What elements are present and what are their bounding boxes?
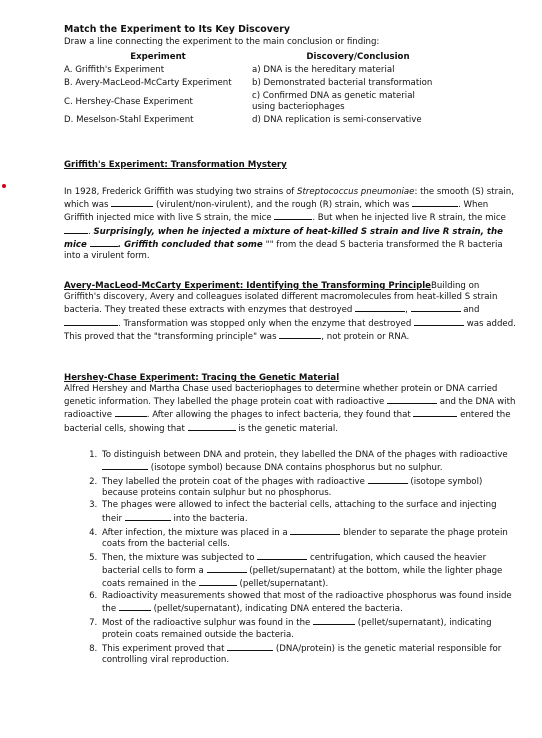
text-run: , not protein or RNA.: [321, 331, 410, 342]
text-run: . After allowing the phages to infect bacteria, they found that: [146, 410, 414, 421]
answer-blank[interactable]: [188, 422, 236, 431]
griffith-heading: Griffith's Experiment: Transformation Mystery: [64, 160, 287, 170]
answer-blank[interactable]: [290, 526, 340, 535]
procedure-steps: [64, 450, 516, 667]
species-name: Streptococcus pneumoniae: [296, 187, 415, 197]
text-run: Most of the radioactive sulphur was found in the: [102, 618, 314, 629]
answer-blank[interactable]: [102, 461, 148, 470]
answer-blank[interactable]: [207, 564, 247, 573]
answer-blank[interactable]: [257, 551, 307, 560]
list-item: [100, 500, 516, 524]
matching-title: Match the Experiment to Its Key Discovery: [64, 24, 290, 35]
text-run: (pellet/supernatant) at the bottom, while the lighter phage coats remained in the: [102, 566, 503, 590]
matching-header-row: [64, 51, 464, 64]
text-run: (DNA/protein) is the genetic material responsible for controlling viral reproduction.: [102, 643, 502, 665]
matching-row: [64, 64, 464, 77]
answer-blank[interactable]: [111, 198, 153, 207]
answer-blank[interactable]: [279, 330, 321, 339]
answer-blank[interactable]: [313, 616, 355, 625]
experiment-item[interactable]: B. Avery-MacLeod-McCarty Experiment: [64, 78, 232, 89]
experiment-item[interactable]: D. Meselson-Stahl Experiment: [64, 115, 194, 126]
answer-blank[interactable]: [199, 577, 237, 586]
griffith-paragraph: [64, 187, 516, 262]
discovery-line: c) Confirmed DNA as genetic material: [252, 91, 415, 102]
text-run: They labelled the protein coat of the phages with radioactive: [102, 477, 368, 488]
discovery-column-header: Discovery/Conclusion: [306, 52, 410, 62]
text-run: After infection, the mixture was placed in a: [102, 527, 291, 538]
avery-heading: Avery-MacLeod-McCarty Experiment: Identifying the Transforming Principle: [64, 281, 432, 291]
text-run: Building on Griffith's discovery, Avery and colleagues isolated different macromolecules from heat-killed S strain bacteria. They treated these extracts with enzymes that destroyed: [64, 281, 498, 316]
discovery-item[interactable]: d) DNA replication is semi-conservative: [252, 115, 422, 126]
answer-blank[interactable]: [387, 395, 437, 404]
text-run: (pellet/supernatant).: [236, 579, 329, 590]
list-item: [100, 526, 516, 550]
text-run: (pellet/supernatant), indicating DNA entered the bacteria.: [150, 604, 403, 615]
text-run: and: [460, 305, 480, 316]
experiment-item[interactable]: C. Hershey-Chase Experiment: [64, 96, 193, 107]
text-run: : the smooth (S) strain, which was: [64, 187, 514, 211]
list-item: [100, 551, 516, 591]
experiment-item[interactable]: A. Griffith's Experiment: [64, 65, 165, 76]
answer-blank[interactable]: [413, 408, 457, 417]
matching-row: [64, 90, 464, 114]
experiment-column-header: Experiment: [130, 52, 186, 62]
text-run: into the bacteria.: [170, 513, 248, 524]
answer-blank[interactable]: [64, 317, 118, 326]
answer-blank[interactable]: [227, 642, 273, 651]
discovery-item[interactable]: [252, 90, 464, 114]
list-item: [100, 475, 516, 499]
answer-blank[interactable]: [414, 317, 464, 326]
text-run: (virulent/non-virulent), and the rough (R) strain, which was: [153, 200, 413, 211]
avery-paragraph: [64, 281, 516, 343]
text-run: .: [88, 226, 94, 237]
answer-blank[interactable]: [119, 602, 151, 611]
text-run: centrifugation, which caused the heavier bacterial cells to form a: [102, 552, 487, 577]
discovery-line: using bacteriophages: [252, 102, 345, 113]
margin-marker: [2, 184, 6, 188]
text-run: (isotope symbol) because proteins contain sulphur but no phosphorus.: [102, 477, 483, 499]
text-run: . Transformation was stopped only when the enzyme that destroyed: [118, 318, 415, 329]
text-run: (pellet/supernatant), indicating protein coats remained outside the bacteria.: [102, 618, 492, 640]
text-run: was added. This proved that the "transforming principle" was: [64, 318, 516, 342]
text-run: blender to separate the phage protein coats from the bacterial cells.: [102, 527, 508, 549]
text-run: . But when he injected live R strain, the mice: [312, 213, 506, 224]
list-item: [100, 642, 516, 666]
hershey-paragraph: [64, 384, 516, 435]
answer-blank[interactable]: [274, 211, 312, 220]
answer-blank[interactable]: [368, 475, 408, 484]
discovery-item[interactable]: a) DNA is the hereditary material: [252, 65, 395, 76]
answer-blank[interactable]: [64, 225, 88, 234]
answer-blank[interactable]: [411, 303, 461, 312]
text-run: and the DNA with radioactive: [64, 397, 516, 421]
text-run: To distinguish between DNA and protein, they labelled the DNA of the phages with radioactive: [102, 450, 508, 460]
list-item: [100, 450, 516, 474]
matching-instructions: Draw a line connecting the experiment to the main conclusion or finding:: [64, 37, 380, 47]
text-run: Alfred Hershey and Martha Chase used bacteriophages to determine whether protein or DNA carried genetic information. They labelled the phage protein coat with radioactive: [64, 384, 498, 408]
matching-table: [64, 51, 464, 127]
text-run: (isotope symbol) because DNA contains phosphorus but no sulphur.: [148, 463, 443, 474]
answer-blank[interactable]: [115, 408, 147, 417]
text-run: The phages were allowed to infect the bacterial cells, attaching to the surface and injecting their: [102, 500, 497, 524]
text-run: Then, the mixture was subjected to: [102, 552, 258, 563]
text-run: This experiment proved that: [102, 643, 228, 654]
matching-row: [64, 114, 464, 127]
text-run: . When Griffith injected mice with live S strain, the mice: [64, 200, 489, 224]
answer-blank[interactable]: [90, 238, 118, 247]
text-run: ,: [405, 305, 411, 316]
answer-blank[interactable]: [412, 198, 458, 207]
text-run: "" from the dead S bacteria transformed the R bacteria into a virulent form.: [64, 239, 503, 262]
answer-blank[interactable]: [125, 512, 171, 521]
emphasis-text: Surprisingly, when he injected a mixture of heat-killed S strain and live R strain, the mice: [64, 226, 503, 250]
answer-blank[interactable]: [355, 303, 405, 312]
text-run: entered the bacterial cells, showing that: [64, 410, 511, 434]
text-run: In 1928, Frederick Griffith was studying two strains of: [64, 187, 297, 197]
discovery-item[interactable]: b) Demonstrated bacterial transformation: [252, 78, 433, 89]
list-item: [100, 591, 516, 615]
matching-row: [64, 77, 464, 90]
hershey-heading: Hershey-Chase Experiment: Tracing the Genetic Material: [64, 373, 340, 383]
emphasis-text: . Griffith concluded that some: [117, 239, 266, 250]
list-item: [100, 616, 516, 640]
text-run: Radioactivity measurements showed that most of the radioactive phosphorus was found inside the: [102, 591, 512, 615]
text-run: is the genetic material.: [235, 423, 339, 434]
